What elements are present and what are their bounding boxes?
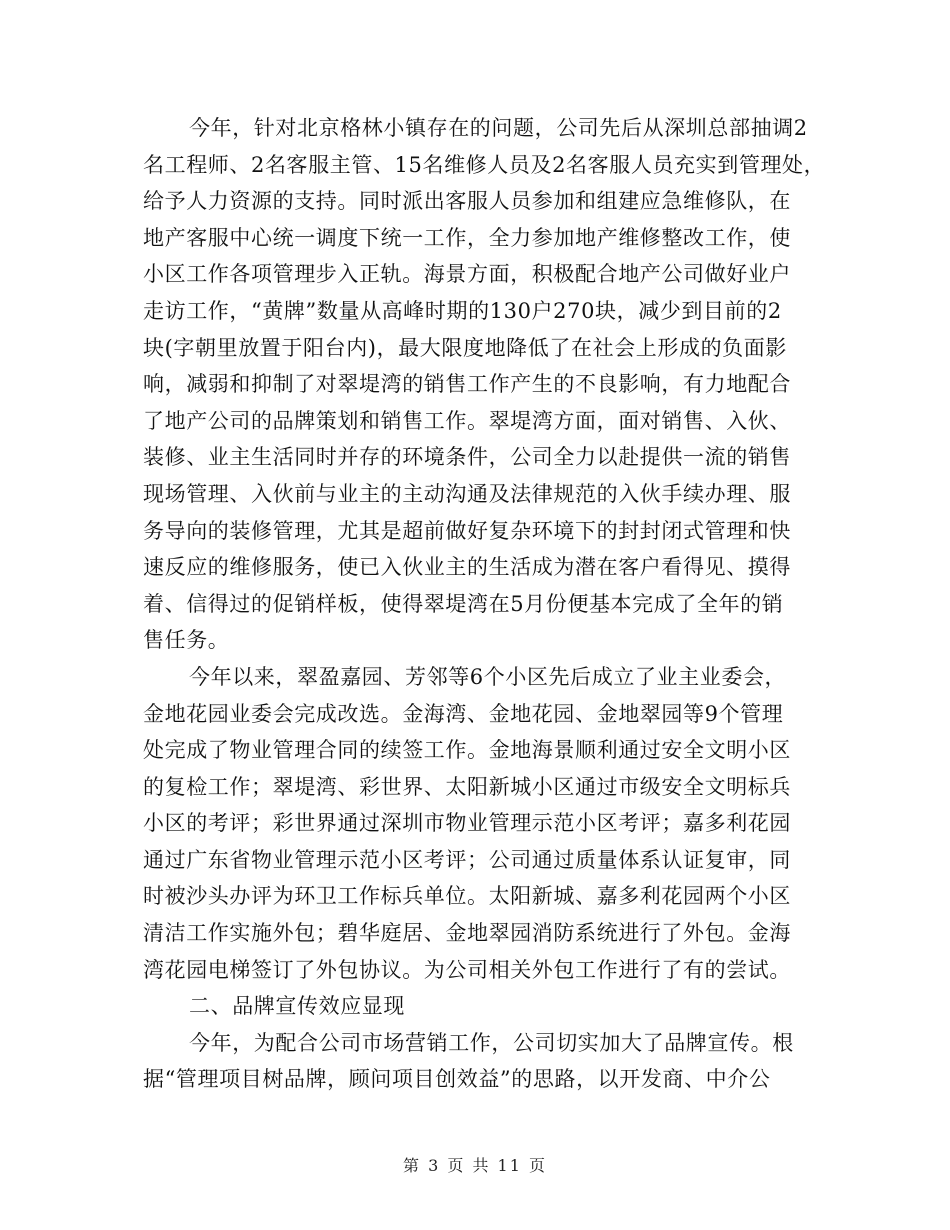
text-line: 今年，为配合公司市场营销工作，公司切实加大了品牌宣传。根 bbox=[189, 1030, 794, 1055]
text-line: 了地产公司的品牌策划和销售工作。翠堤湾方面，面对销售、入伙、 bbox=[143, 408, 791, 433]
text-line: 金地花园业委会完成改选。金海湾、金地花园、金地翠园等9个管理 bbox=[143, 701, 784, 726]
text-line: 售任务。 bbox=[143, 628, 230, 653]
text-line: 处完成了物业管理合同的续签工作。金地海景顺利通过安全文明小区 bbox=[143, 738, 791, 763]
text-line: 响，减弱和抑制了对翠堤湾的销售工作产生的不良影响，有力地配合 bbox=[143, 372, 791, 397]
page-footer: 第 3 页 共 11 页 bbox=[403, 1156, 547, 1175]
text-line: 装修、业主生活同时并存的环境条件，公司全力以赴提供一流的销售 bbox=[143, 445, 791, 470]
text-line: 湾花园电梯签订了外包协议。为公司相关外包工作进行了有的尝试。 bbox=[143, 957, 791, 982]
document-body bbox=[143, 110, 826, 1098]
text-line: 小区工作各项管理步入正轨。海景方面，积极配合地产公司做好业户 bbox=[143, 262, 791, 287]
text-line: 二、品牌宣传效应显现 bbox=[189, 994, 405, 1019]
text-line: 现场管理、入伙前与业主的主动沟通及法律规范的入伙手续办理、服 bbox=[143, 481, 791, 506]
text-line: 速反应的维修服务，使已入伙业主的生活成为潜在客户看得见、摸得 bbox=[143, 555, 791, 580]
text-line: 务导向的装修管理，尤其是超前做好复杂环境下的封封闭式管理和快 bbox=[143, 518, 791, 543]
text-line: 走访工作，“黄牌”数量从高峰时期的130户270块，减少到目前的2 bbox=[143, 298, 782, 323]
text-line: 今年以来，翠盈嘉园、芳邻等6个小区先后成立了业主业委会， bbox=[189, 664, 787, 689]
text-line: 今年，针对北京格林小镇存在的问题，公司先后从深圳总部抽调2 bbox=[189, 116, 808, 140]
text-line: 的复检工作；翠堤湾、彩世界、太阳新城小区通过市级安全文明标兵 bbox=[143, 774, 791, 799]
text-line: 名工程师、2名客服主管、15名维修人员及2名客服人员充实到管理处， bbox=[143, 152, 826, 177]
text-line: 据“管理项目树品牌，顾问项目创效益”的思路，以开发商、中介公 bbox=[143, 1067, 771, 1092]
text-line: 时被沙头办评为环卫工作标兵单位。太阳新城、嘉多利花园两个小区 bbox=[143, 884, 791, 909]
text-line: 块(字朝里放置于阳台内)，最大限度地降低了在社会上形成的负面影 bbox=[143, 335, 787, 360]
text-line: 清洁工作实施外包；碧华庭居、金地翠园消防系统进行了外包。金海 bbox=[143, 921, 791, 946]
text-line: 通过广东省物业管理示范小区考评；公司通过质量体系认证复审，同 bbox=[143, 847, 791, 872]
text-line: 着、信得过的促销样板，使得翠堤湾在5月份便基本完成了全年的销 bbox=[143, 591, 784, 616]
text-line: 给予人力资源的支持。同时派出客服人员参加和组建应急维修队，在 bbox=[143, 189, 791, 214]
text-line: 地产客服中心统一调度下统一工作，全力参加地产维修整改工作，使 bbox=[143, 225, 791, 250]
text-line: 小区的考评；彩世界通过深圳市物业管理示范小区考评；嘉多利花园 bbox=[143, 811, 791, 836]
